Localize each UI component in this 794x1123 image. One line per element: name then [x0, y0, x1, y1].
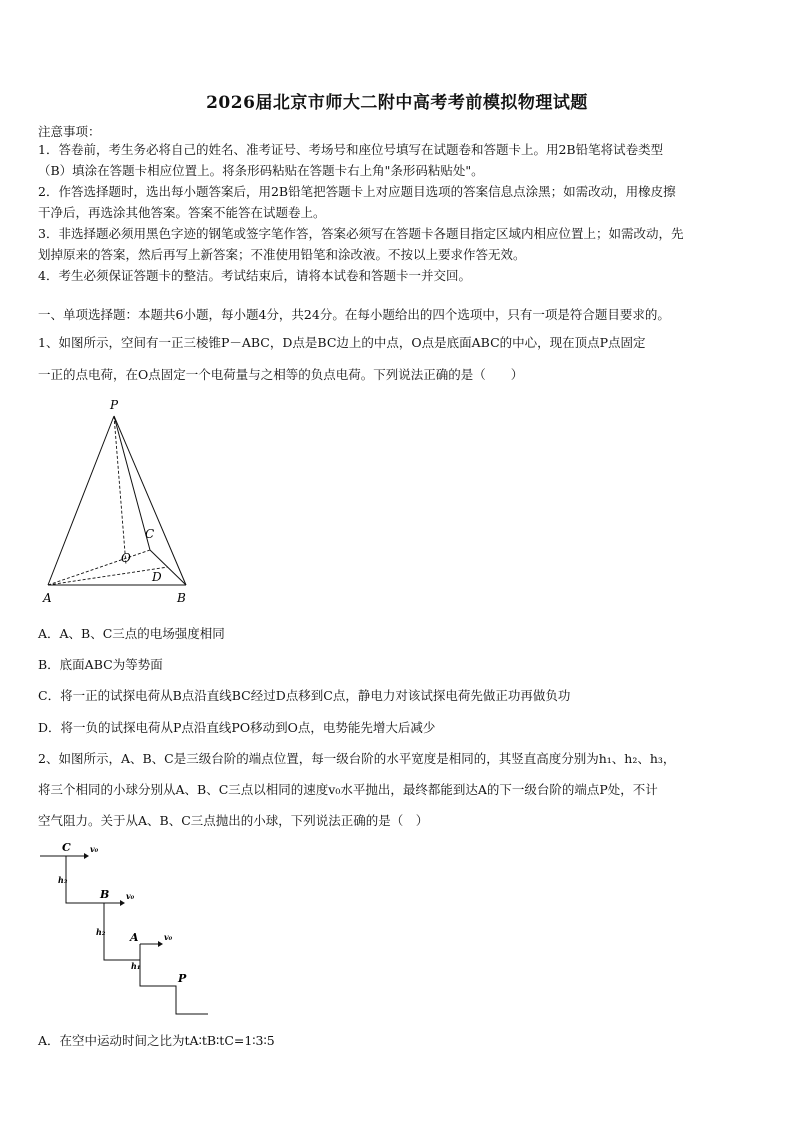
- staircase-figure: [38, 840, 218, 1020]
- notice-item: 3．非选择题必须用黑色字迹的钢笔或签字笔作答，答案必须写在答题卡各题目指定区域内相应位置上；如需改动，先: [38, 226, 684, 241]
- q1-option-c: C．将一正的试探电荷从B点沿直线BC经过D点移到C点，静电力对该试探电荷先做正功再做负功: [38, 688, 571, 703]
- notice-heading: 注意事项：: [38, 124, 101, 139]
- label-A: A: [43, 591, 52, 605]
- label-D: D: [152, 570, 162, 584]
- label-P: P: [110, 398, 119, 412]
- label-C: C: [145, 527, 155, 541]
- notice-item: 划掉原来的答案，然后再写上新答案；不准使用铅笔和涂改液。不按以上要求作答无效。: [38, 247, 526, 262]
- label-C: C: [62, 841, 71, 854]
- pyramid-figure: [38, 395, 198, 610]
- question-2-stem: 空气阻力。关于从A、B、C三点抛出的小球，下列说法正确的是（ ）: [38, 813, 429, 828]
- page-title: 2026届北京市师大二附中高考考前模拟物理试题: [206, 93, 588, 113]
- label-v0: v₀: [90, 844, 99, 854]
- label-A: A: [130, 931, 139, 944]
- label-P: P: [178, 972, 187, 985]
- question-1-stem: 一正的点电荷，在O点固定一个电荷量与之相等的负点电荷。下列说法正确的是（ ）: [38, 367, 524, 382]
- question-2-stem: 将三个相同的小球分别从A、B、C三点以相同的速度v₀水平抛出，最终都能到达A的下一级台阶的端点P处，不计: [38, 782, 658, 797]
- notice-item: （B）填涂在答题卡相应位置上。将条形码粘贴在答题卡右上角"条形码粘贴处"。: [38, 163, 484, 178]
- label-h3: h₃: [58, 875, 68, 885]
- label-O: O: [121, 551, 131, 565]
- q1-option-a: A．A、B、C三点的电场强度相同: [38, 626, 225, 641]
- question-1-stem: 1、如图所示，空间有一正三棱锥P－ABC，D点是BC边上的中点，O点是底面ABC的中心，现在顶点P点固定: [38, 335, 646, 350]
- label-v0: v₀: [164, 932, 173, 942]
- q1-option-b: B．底面ABC为等势面: [38, 657, 163, 672]
- notice-item: 4．考生必须保证答题卡的整洁。考试结束后，请将本试卷和答题卡一并交回。: [38, 268, 471, 283]
- q1-option-d: D．将一负的试探电荷从P点沿直线PO移动到O点，电势能先增大后减少: [38, 720, 436, 735]
- section-heading: 一、单项选择题：本题共6小题，每小题4分，共24分。在每小题给出的四个选项中，只有一项是符合题目要求的。: [38, 307, 670, 322]
- label-v0: v₀: [126, 891, 135, 901]
- q2-option-a: A．在空中运动时间之比为tA∶tB∶tC=1∶3∶5: [38, 1033, 275, 1048]
- notice-item: 干净后，再选涂其他答案。答案不能答在试题卷上。: [38, 205, 326, 220]
- label-h1: h₁: [131, 961, 141, 971]
- label-h2: h₂: [96, 927, 106, 937]
- label-B: B: [177, 591, 186, 605]
- label-B: B: [100, 888, 110, 901]
- question-2-stem: 2、如图所示，A、B、C是三级台阶的端点位置，每一级台阶的水平宽度是相同的，其竖直高度分别为h₁、h₂、h₃，: [38, 751, 676, 766]
- notice-item: 2．作答选择题时，选出每小题答案后，用2B铅笔把答题卡上对应题目选项的答案信息点涂黑；如需改动，用橡皮擦: [38, 184, 676, 199]
- notice-item: 1．答卷前，考生务必将自己的姓名、准考证号、考场号和座位号填写在试题卷和答题卡上。用2B铅笔将试卷类型: [38, 142, 664, 157]
